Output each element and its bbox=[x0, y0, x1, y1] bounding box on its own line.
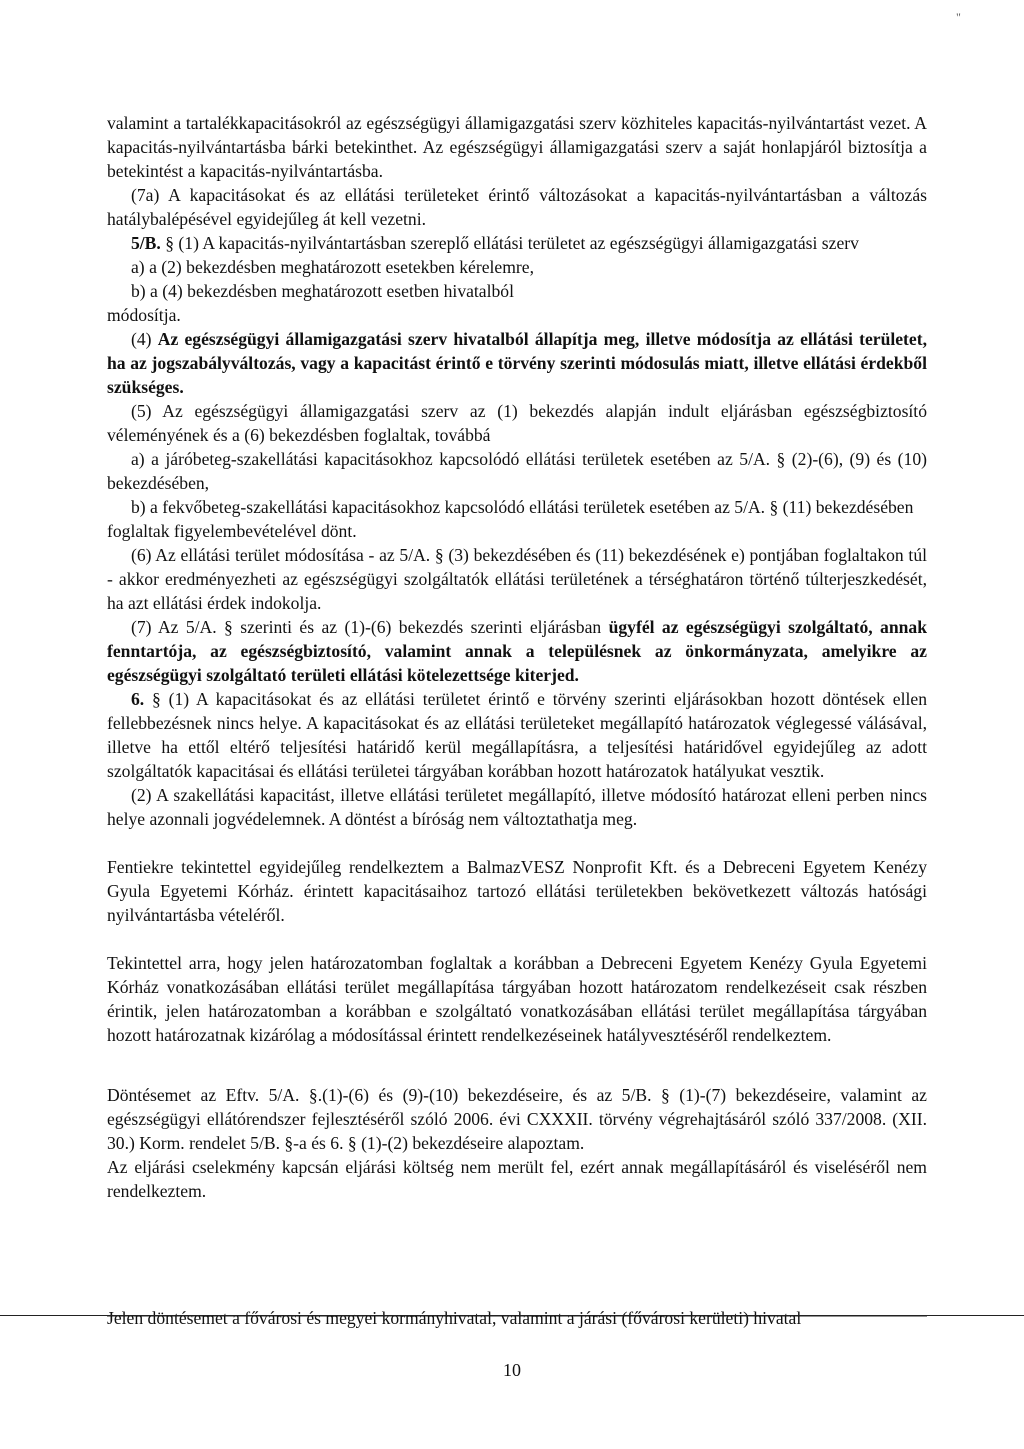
paragraph-5: (5) Az egészségügyi államigazgatási szerv az (1) bekezdés alapján indult eljárásban egészségbiztosító véleményének és a (6) bekezdésben foglaltak, továbbá bbox=[107, 401, 927, 445]
paragraph-4-bold: Az egészségügyi államigazgatási szerv hivatalból állapítja meg, illetve módosítja az ellátási területet, ha az jogszabályváltozás, vagy a kapacitást érintő e törvény szerinti módosulás miatt, illetve ellátási érdekből szükséges. bbox=[107, 329, 927, 397]
corner-mark: " bbox=[956, 10, 961, 24]
spacer bbox=[107, 831, 927, 855]
paragraph-continuation-5: foglaltak figyelembevételével dönt. bbox=[107, 521, 357, 541]
paragraph-capacity-registry: valamint a tartalékkapacitásokról az egészségügyi államigazgatási szerv közhiteles kapacitás-nyilvántartást vezet. A kapacitás-nyilvántartásba bárki betekinthet. Az egészségügyi államigazgatási szerv a saját honlapjáról biztosítja a betekintést a kapacitás-nyilvántartásba. bbox=[107, 113, 927, 181]
paragraph-decision-basis: Fentiekre tekintettel egyidejűleg rendelkeztem a BalmazVESZ Nonprofit Kft. és a Debreceni Egyetem Kenézy Gyula Egyetemi Kórház. érintett kapacitásaihoz tartozó ellátási területekben bekövetkezett változás hatósági nyilvántartásba vételéről. bbox=[107, 857, 927, 925]
paragraph-continuation: módosítja. bbox=[107, 305, 181, 325]
paragraph-previous-decision: Tekintettel arra, hogy jelen határozatomban foglaltak a korábban a Debreceni Egyetem Kenézy Gyula Egyetemi Kórház vonatkozásában ellátási terület megállapítása tárgyában hozott határozatom rendelkezéseit csak részben érintik, jelen határozatomban a korábban e szolgáltató vonatkozásában ellátási terület megállapítása tárgyában hozott határozatnak kizárólag a módosítással érintett rendelkezéseinek hatályvesztéséről rendelkeztem. bbox=[107, 953, 927, 1045]
list-item-a: a) a (2) bekezdésben meghatározott esetekben kérelemre, bbox=[131, 257, 534, 277]
section-number-5b: 5/B. bbox=[131, 233, 161, 253]
spacer bbox=[107, 1047, 927, 1083]
spacer bbox=[107, 927, 927, 951]
section-6-text: § (1) A kapacitásokat és az ellátási területet érintő e törvény szerinti eljárásokban hozott döntések ellen fellebbezésnek nincs helye. A kapacitásokat és az ellátási területeket megállapító határozatok véglegessé válásával, illetve ha ettől eltérő teljesítési határidő kerül megállapításra, a teljesítési határidővel egyidejűleg az adott szolgáltatók kapacitásai és ellátási területei tárgyában korábban hozott határozatok hatályukat vesztik. bbox=[107, 689, 927, 781]
paragraph-4 bbox=[107, 327, 927, 399]
paragraph-7a: (7a) A kapacitásokat és az ellátási területeket érintő változásokat a kapacitás-nyilvántartásban a változás hatálybalépésével egyidejűleg át kell vezetni. bbox=[107, 185, 927, 229]
list-item-5b: b) a fekvőbeteg-szakellátási kapacitásokhoz kapcsolódó ellátási területek esetében az 5/A. § (11) bekezdésében bbox=[131, 497, 914, 517]
footer-divider bbox=[0, 1315, 1024, 1316]
paragraph-7 bbox=[107, 615, 927, 687]
footer-continuation-line: Jelen döntésemet a fővárosi és megyei kormányhivatal, valamint a járási (fővárosi kerületi) hivatal bbox=[107, 1306, 927, 1330]
page-number: 10 bbox=[503, 1360, 521, 1380]
list-item-5a: a) a járóbeteg-szakellátási kapacitásokhoz kapcsolódó ellátási területek esetében az 5/A. § (2)-(6), (9) és (10) bekezdésében, bbox=[107, 449, 927, 493]
section-5b-text: § (1) A kapacitás-nyilvántartásban szereplő ellátási területet az egészségügyi államigazgatási szerv bbox=[160, 233, 859, 253]
paragraph-costs: Az eljárási cselekmény kapcsán eljárási költség nem merült fel, ezért annak megállapításáról és viseléséről nem rendelkeztem. bbox=[107, 1157, 927, 1201]
paragraph-4-lead: (4) bbox=[131, 329, 158, 349]
section-number-6: 6. bbox=[131, 689, 145, 709]
document-body bbox=[107, 111, 927, 1203]
paragraph-legal-basis: Döntésemet az Eftv. 5/A. §.(1)-(6) és (9)-(10) bekezdéseire, és az 5/B. § (1)-(7) bekezdéseire, valamint az egészségügyi ellátórendszer fejlesztéséről szóló 2006. évi CXXXII. törvény végrehajtásáról szóló 337/2008. (XII. 30.) Korm. rendelet 5/B. §-a és 6. § (1)-(2) bekezdéseire alapoztam. bbox=[107, 1085, 927, 1153]
paragraph-6: (6) Az ellátási terület módosítása - az 5/A. § (3) bekezdésében és (11) bekezdésének e) pontjában foglaltakon túl - akkor eredményezheti az egészségügyi szolgáltatók ellátási területének a térséghatáron történő túlterjeszkedését, ha azt ellátási érdek indokolja. bbox=[107, 545, 927, 613]
list-item-b: b) a (4) bekezdésben meghatározott esetben hivatalból bbox=[131, 281, 514, 301]
paragraph-7-bold: ügyfél az egészségügyi szolgáltató, annak fenntartója, az egészségbiztosító, valamint annak a településnek az önkormányzata, amelyikre az egészségügyi szolgáltató területi ellátási kötelezettsége kiterjed. bbox=[107, 617, 927, 685]
paragraph-7-lead: (7) Az 5/A. § szerinti és az (1)-(6) bekezdés szerinti eljárásban bbox=[131, 617, 609, 637]
paragraph-section-6-2: (2) A szakellátási kapacitást, illetve ellátási területet megállapító, illetve módosító határozat elleni perben nincs helye azonnali jogvédelemnek. A döntést a bíróság nem változtathatja meg. bbox=[107, 785, 927, 829]
paragraph-section-6 bbox=[107, 687, 927, 783]
paragraph-5b-1 bbox=[107, 231, 927, 255]
